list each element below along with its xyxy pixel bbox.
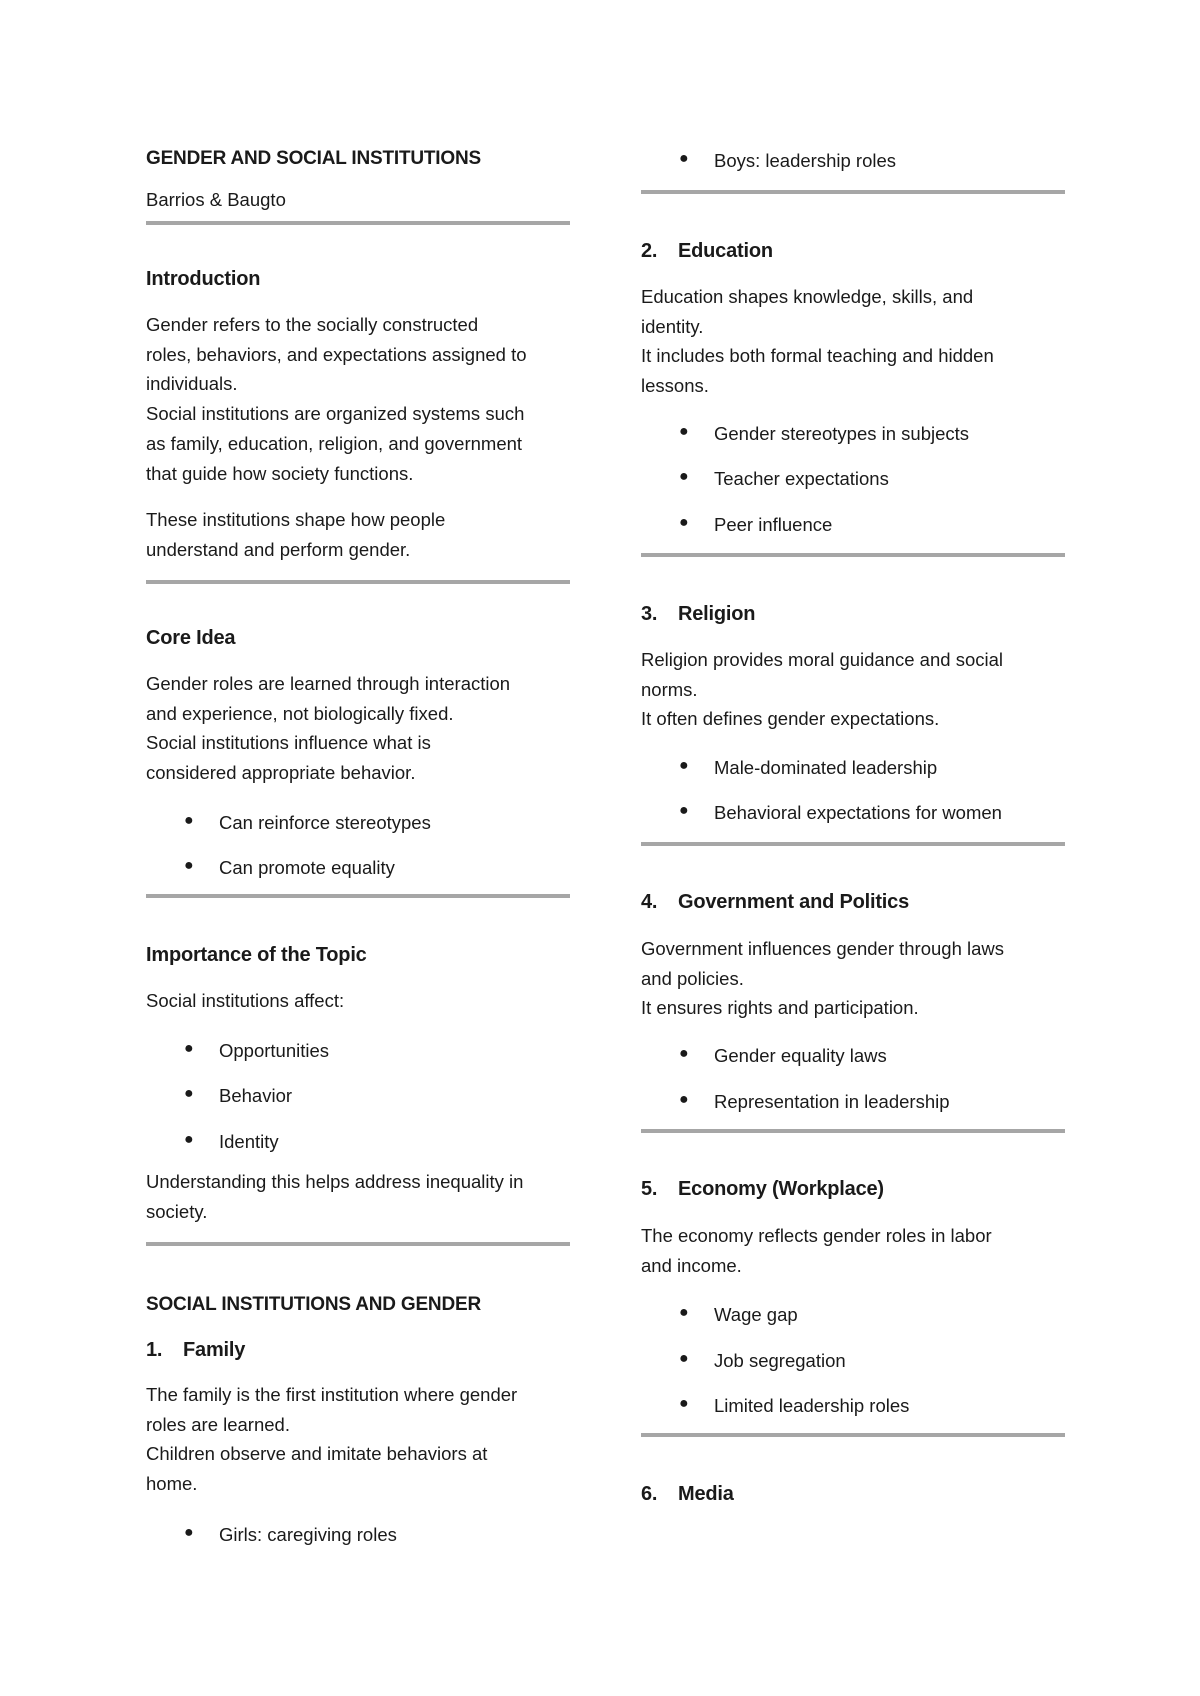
authors: Barrios & Baugto — [146, 189, 286, 210]
education-heading: 2. Education — [641, 240, 773, 262]
religion-paragraph: Religion provides moral guidance and social norms. It often defines gender expectations. — [641, 649, 1003, 730]
bullet-icon: ● — [679, 423, 689, 440]
document-title: GENDER AND SOCIAL INSTITUTIONS — [146, 148, 481, 169]
bullet-icon: ● — [679, 468, 689, 485]
bullet-icon: ● — [184, 1085, 194, 1102]
bullet-icon: ● — [184, 812, 194, 829]
bullet-icon: ● — [679, 1045, 689, 1062]
government-heading: 4. Government and Politics — [641, 891, 910, 913]
divider — [641, 842, 1065, 846]
bullet-icon: ● — [679, 514, 689, 531]
religion-heading: 3. Religion — [641, 603, 756, 625]
bullet-icon: ● — [184, 857, 194, 874]
intro-paragraph-2: These institutions shape how people understand and perform gender. — [146, 509, 446, 560]
divider — [146, 894, 570, 898]
family-heading: 1. Family — [146, 1339, 246, 1361]
divider — [641, 1129, 1065, 1133]
economy-heading: 5. Economy (Workplace) — [641, 1178, 884, 1200]
divider — [641, 190, 1065, 194]
intro-heading: Introduction — [146, 268, 261, 290]
family-paragraph: The family is the first institution where gender roles are learned. Children observe and imitate behaviors at home. — [146, 1384, 518, 1495]
bullet-icon: ● — [679, 150, 689, 167]
importance-lead: Social institutions affect: — [146, 990, 345, 1011]
intro-paragraph: Gender refers to the socially constructed roles, behaviors, and expectations assigned to individuals. Social institutions are organized systems such as family, education, religion, and government that guide how society functions. — [146, 314, 527, 484]
core-idea-paragraph: Gender roles are learned through interaction and experience, not biologically fixed. Social institutions influence what is considered appropriate behavior. — [146, 673, 511, 784]
divider — [146, 221, 570, 225]
importance-heading: Importance of the Topic — [146, 944, 367, 966]
bullet-icon: ● — [679, 757, 689, 774]
section-title: SOCIAL INSTITUTIONS AND GENDER — [146, 1294, 481, 1315]
core-idea-heading: Core Idea — [146, 627, 236, 649]
divider — [641, 553, 1065, 557]
media-heading: 6. Media — [641, 1483, 734, 1505]
bullet-icon: ● — [679, 1395, 689, 1412]
bullet-icon: ● — [184, 1524, 194, 1541]
government-paragraph: Government influences gender through laws and policies. It ensures rights and participation. — [641, 938, 1005, 1019]
divider — [146, 1242, 570, 1246]
bullet-icon: ● — [679, 1304, 689, 1321]
education-paragraph: Education shapes knowledge, skills, and identity. It includes both formal teaching and hidden lessons. — [641, 286, 994, 397]
bullet-icon: ● — [679, 802, 689, 819]
importance-paragraph: Understanding this helps address inequality in society. — [146, 1171, 524, 1222]
divider — [146, 580, 570, 584]
divider — [641, 1433, 1065, 1437]
bullet-icon: ● — [184, 1040, 194, 1057]
economy-paragraph: The economy reflects gender roles in labor and income. — [641, 1225, 992, 1276]
bullet-icon: ● — [679, 1091, 689, 1108]
bullet-icon: ● — [184, 1131, 194, 1148]
bullet-icon: ● — [679, 1350, 689, 1367]
